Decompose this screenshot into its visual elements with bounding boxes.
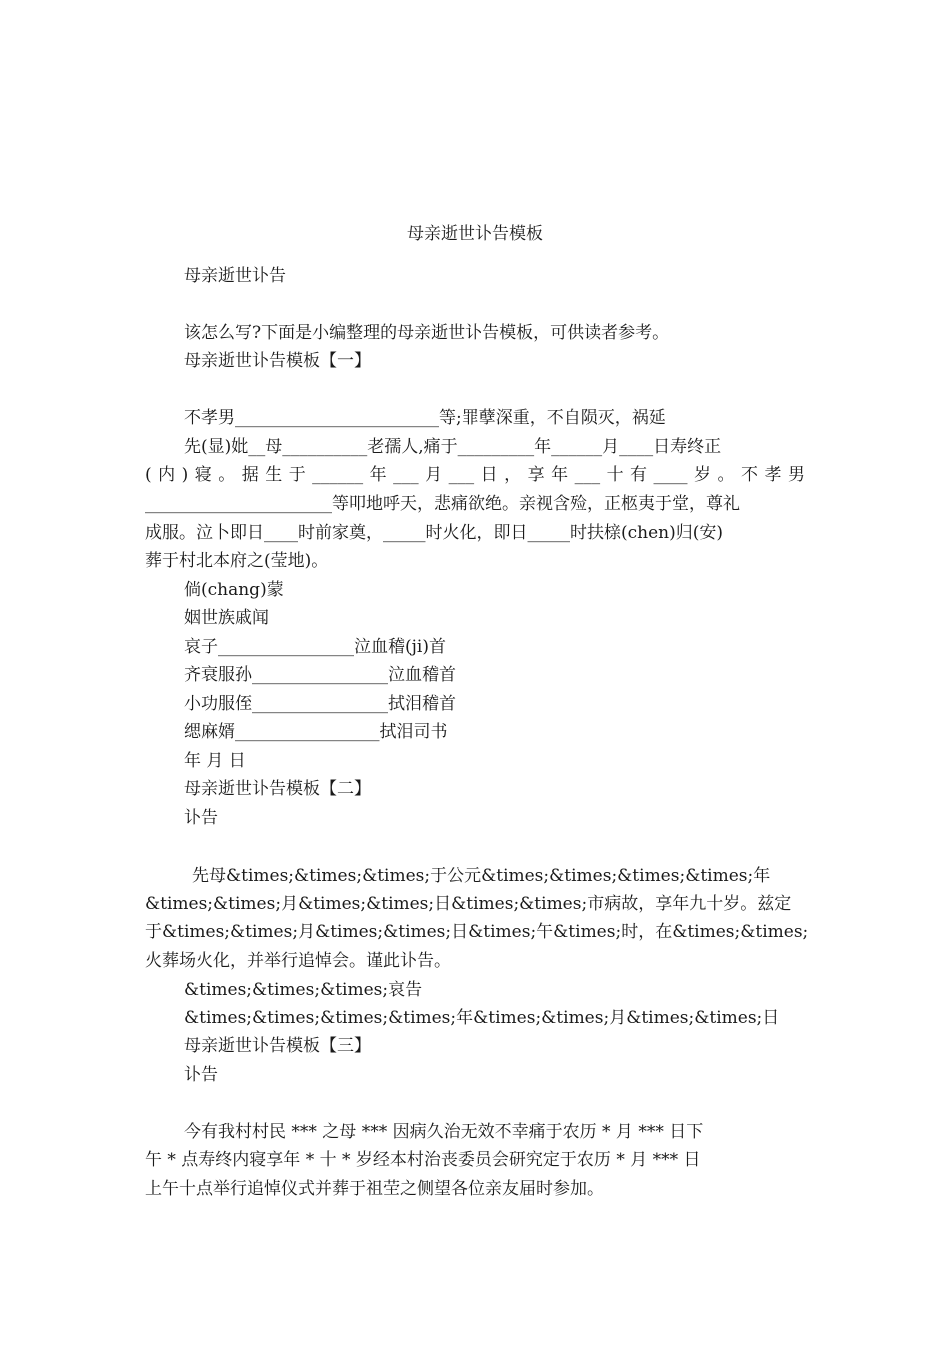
notice-heading: 讣告 — [184, 808, 218, 828]
paragraph-line: &times;&times;月&times;&times;日&times;&times;市病故，享年九十岁。兹定 — [145, 894, 792, 914]
paragraph-line: 成服。泣卜即日____时前家奠，_____时火化，即日_____时扶榇(chen)归(安) — [145, 523, 724, 543]
paragraph-line: 于&times;&times;月&times;&times;日&times;午&times;时，在&times;&times; — [145, 922, 809, 942]
intro-text: 该怎么写?下面是小编整理的母亲逝世讣告模板，可供读者参考。 — [184, 323, 670, 343]
text-line: 倘(chang)蒙 — [184, 580, 284, 600]
signature-line: &times;&times;&times;哀告 — [184, 980, 423, 1000]
signatory-line: 缌麻婿_________________拭泪司书 — [184, 722, 448, 742]
signatory-line: 小功服侄________________拭泪稽首 — [184, 694, 456, 714]
paragraph-line: 午 * 点寿终内寝享年 * 十 * 岁经本村治丧委员会研究定于农历 * 月 *** 日 — [145, 1150, 701, 1170]
section-heading-2: 母亲逝世讣告模板【二】 — [184, 779, 371, 799]
notice-heading: 讣告 — [184, 1065, 218, 1085]
subtitle: 母亲逝世讣告 — [184, 266, 286, 286]
paragraph-line: (内)寝。据生于______年___月___日，享年___十有____岁。不孝男 — [145, 465, 805, 485]
date-line: &times;&times;&times;&times;年&times;&times;月&times;&times;日 — [184, 1008, 780, 1028]
paragraph-line: 葬于村北本府之(莹地)。 — [145, 551, 329, 571]
date-line: 年 月 日 — [184, 751, 246, 771]
signatory-line: 哀子________________泣血稽(ji)首 — [184, 637, 446, 657]
paragraph-line: 不孝男________________________等;罪孽深重，不自陨灭，祸延 — [184, 408, 666, 428]
section-heading-1: 母亲逝世讣告模板【一】 — [184, 351, 371, 371]
signatory-line: 齐衰服孙________________泣血稽首 — [184, 665, 456, 685]
section-heading-3: 母亲逝世讣告模板【三】 — [184, 1036, 371, 1056]
paragraph-line: 火葬场火化，并举行追悼会。谨此讣告。 — [145, 951, 451, 971]
paragraph-line: ______________________等叩地呼天，悲痛欲绝。亲视含殓，正柩夷于堂，尊礼 — [145, 494, 740, 514]
paragraph-line: 上午十点举行追悼仪式并葬于祖茔之侧望各位亲友届时参加。 — [145, 1179, 604, 1199]
paragraph-line: 先母&times;&times;&times;于公元&times;&times;&times;&times;年 — [192, 866, 771, 886]
page-title: 母亲逝世讣告模板 — [407, 224, 543, 244]
text-line: 姻世族戚闻 — [184, 608, 269, 628]
paragraph-line: 先(显)妣__母__________老孺人,痛于_________年______月____日寿终正 — [184, 437, 722, 457]
paragraph-line: 今有我村村民 *** 之母 *** 因病久治无效不幸痛于农历 * 月 *** 日下 — [184, 1122, 704, 1142]
